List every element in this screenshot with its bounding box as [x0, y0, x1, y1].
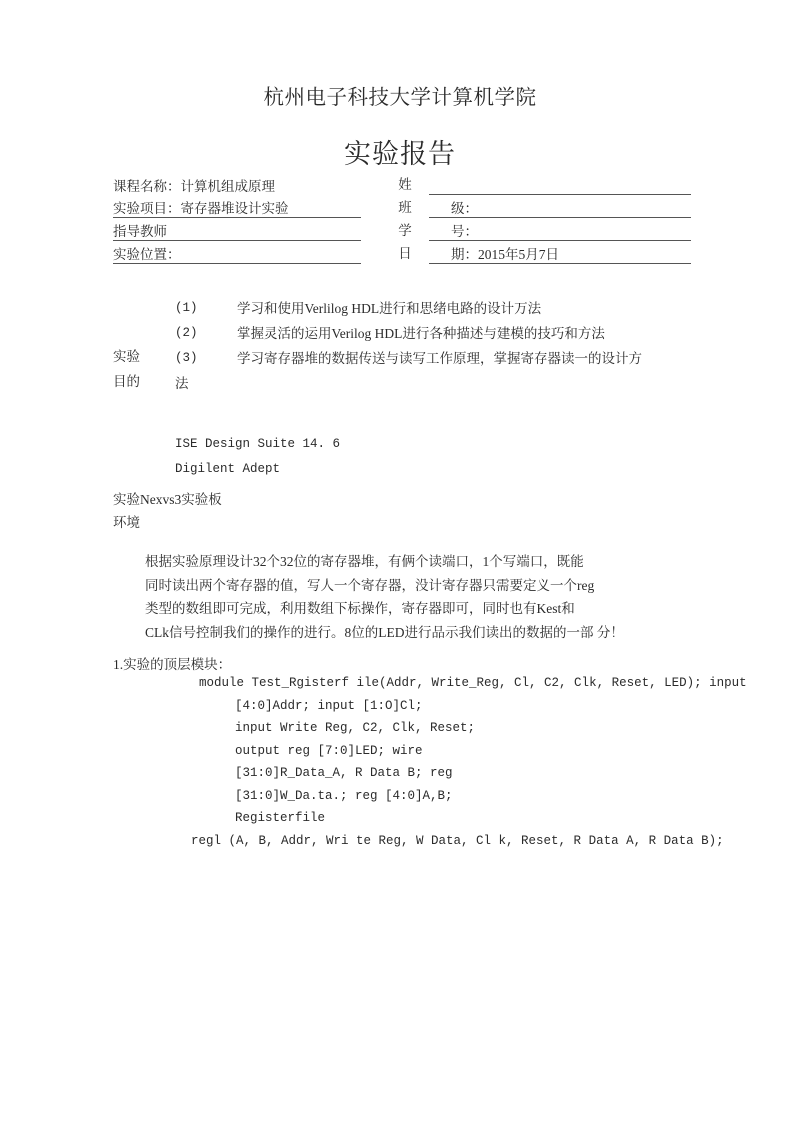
form-right-key: 学 [398, 223, 412, 238]
form-right-key: 日 [398, 246, 412, 261]
experiment-purpose-continuation: 法 [175, 376, 189, 391]
code-line: regl (A, B, Addr, Wri te Reg, W Data, Cl k, Reset, R Data A, R Data B); [191, 833, 724, 848]
code-line: input Write Reg, C2, Clk, Reset; [235, 721, 476, 735]
purpose-item [175, 321, 693, 346]
purpose-side-label-line2: 目的 [113, 374, 140, 389]
form-field-right[interactable] [429, 195, 691, 218]
form-right-value: 号： [451, 223, 478, 239]
environment-side-label-line2: 环境 [113, 515, 140, 530]
form-field-left[interactable] [113, 241, 361, 264]
verilog-code-block [113, 672, 747, 852]
form-right-key: 姓 [398, 177, 412, 192]
body-text-line: 同时读出两个寄存器的值，写人一个寄存器，没计寄存器只需要定义一个reg [145, 577, 595, 593]
form-left-label: 实验位置： [113, 246, 181, 262]
form-field-right[interactable] [429, 172, 691, 195]
form-row [113, 241, 691, 264]
experiment-purpose-list [175, 296, 693, 371]
purpose-item [175, 296, 693, 321]
environment-tool-lines [113, 432, 693, 482]
page-title-university: 杭州电子科技大学计算机学院 [263, 87, 537, 109]
form-field-left[interactable] [113, 218, 361, 241]
environment-tool-line: Digilent Adept [175, 462, 281, 476]
code-line: Registerfile [235, 811, 326, 825]
experiment-content-paragraph [145, 550, 693, 644]
form-left-label: 实验项目： [113, 200, 181, 216]
code-line: [31:0]R_Data_A, R Data B; reg [235, 766, 453, 780]
environment-tool-line: ISE Design Suite 14. 6 [175, 437, 341, 451]
form-right-value: 级： [451, 200, 478, 216]
experiment-purpose-section [113, 296, 693, 396]
purpose-item-text: 学习寄存器堆的数据传送与读写工作原理，掌握寄存器读一的设计方 [237, 351, 642, 366]
form-right-key: 班 [398, 200, 412, 215]
body-text-line: 类型的数组即可完成，利用数组下标操作，寄存器即可，同时也有Kest和 [145, 601, 575, 616]
form-field-left[interactable] [113, 195, 361, 218]
report-info-form [113, 172, 691, 264]
experiment-environment-section [113, 432, 693, 534]
code-line: [4:0]Addr; input [1:O]Cl; [235, 698, 423, 713]
page-title-report: 实验报告 [344, 139, 456, 169]
purpose-item-number: (2) [175, 326, 198, 340]
code-line: module Test_Rgisterf ile(Addr, Write_Reg, Cl, C2, Clk, Reset, LED); input [199, 676, 747, 690]
form-left-value: 寄存器堆设计实验 [180, 200, 289, 216]
form-left-label: 指导教师 [113, 223, 167, 239]
body-text-line: 根据实验原理设计32个32位的寄存器堆，有俩个读端口，1个写端口，既能 [145, 554, 584, 569]
form-row [113, 172, 691, 195]
experiment-purpose-side-label [113, 344, 179, 394]
purpose-item [175, 346, 693, 371]
purpose-item-text: 掌握灵活的运用Verilog HDL进行各种描述与建模的技巧和方法 [237, 326, 605, 341]
environment-side-label-line1: 实验Nexvs3实验板 [113, 492, 222, 507]
body-text-line: CLk信号控制我们的操作的进行。8位的LED进行品示我们读出的数据的一部 分！ [145, 624, 624, 640]
form-field-right[interactable] [429, 241, 691, 264]
code-line: [31:0]W_Da.ta.; reg [4:0]A,B; [235, 788, 453, 803]
form-left-value: 计算机组成原理 [180, 178, 275, 194]
purpose-side-label-line1: 实验 [113, 349, 140, 364]
form-field-right[interactable] [429, 218, 691, 241]
form-left-label: 课程名称： [113, 178, 181, 194]
section-heading-top-module: 1.实验的顶层模块： [113, 657, 232, 672]
form-row [113, 195, 691, 218]
form-field-left[interactable] [113, 172, 361, 195]
form-right-value: 期：2015年5月7日 [451, 246, 559, 262]
purpose-item-number: (1) [175, 301, 198, 315]
purpose-item-text: 学习和使用Verlilog HDL进行和思绪电路的设计万法 [237, 301, 542, 316]
form-row [113, 218, 691, 241]
code-line: output reg [7:0]LED; wire [235, 743, 423, 758]
purpose-item-number: (3) [175, 351, 198, 365]
